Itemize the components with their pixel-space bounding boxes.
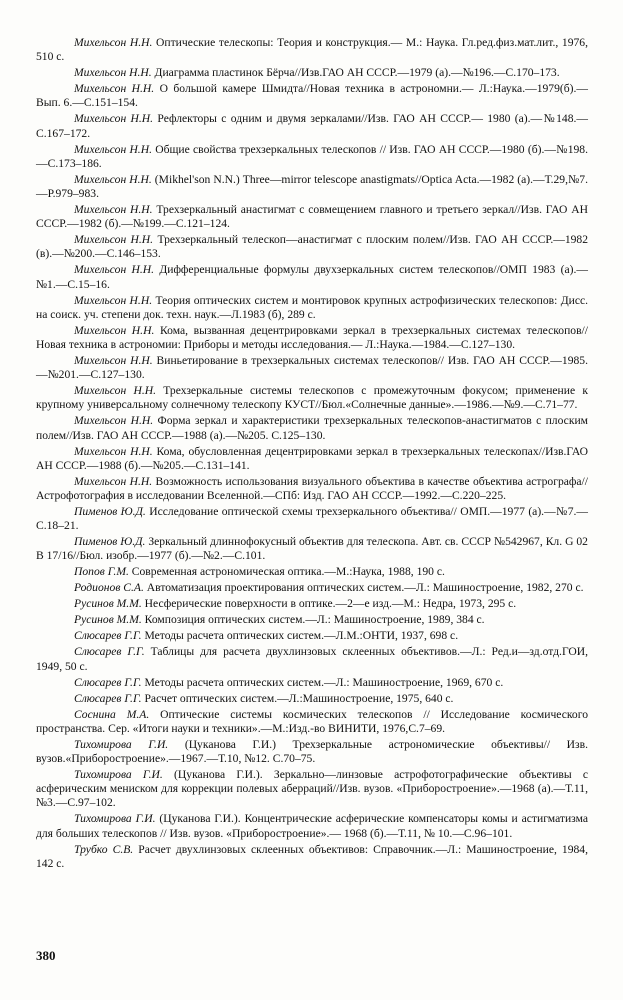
bibliography-list (36, 36, 588, 873)
reference-author: Русинов М.М. (74, 613, 142, 627)
reference-author: Михельсон Н.Н. (74, 474, 153, 488)
reference-text: Кома, вызванная децентрировками зеркал в трехзеркальных системах телескопов//Новая техника в астрономии: Приборы и методы исследования.— Л.:Наука.—1984.—С.127–130. (36, 323, 588, 352)
reference-text: О большой камере Шмидта//Новая техника в астрономни.— Л.:Наука.—1979(б).—Вып. 6.—С.151–154. (36, 82, 588, 110)
reference-author: Русинов М.М. (74, 597, 142, 611)
reference-text: Таблицы для расчета двухлинзовых склеенных объективов.—Л.: Ред.и—зд.отд.ГОИ, 1949, 50 с. (36, 645, 588, 673)
reference-entry (36, 173, 588, 201)
reference-entry (36, 354, 588, 382)
reference-author: Михельсон Н.Н. (74, 263, 155, 277)
reference-entry (36, 112, 588, 140)
reference-entry (36, 535, 588, 563)
reference-author: Михельсон Н.Н. (74, 323, 155, 337)
reference-author: Трубко С.В. (74, 842, 134, 856)
reference-entry (36, 36, 588, 64)
reference-entry (36, 812, 588, 840)
reference-text: Общие свойства трехзеркальных телескопов // Изв. ГАО АН СССР.—1980 (б).—№198.—С.173–186. (36, 142, 588, 170)
reference-author: Пименов Ю.Д. (74, 505, 146, 519)
reference-author: Слюсарев Г.Г. (74, 645, 145, 659)
reference-author: Михельсон Н.Н. (74, 112, 154, 126)
reference-author: Соснина М.А. (74, 707, 150, 721)
reference-text: (Цуканова Г.И.). Зеркально—линзовые астрофотографические объективы с асферическим мениском для коррекции полевых аберраций//Изв. вузов. «Приборостроение».—1968 (а).—Т.11, №3.—С.97–102. (36, 768, 589, 810)
reference-entry (36, 629, 588, 643)
reference-text: Трехзеркальный анастигмат с совмещением главного и третьего зеркал//Изв. ГАО АН СССР.—1982 (б).—№199.—С.121–124. (36, 203, 588, 231)
reference-text: Трехзеркальный телескоп—анастигмат с плоским полем//Изв. ГАО АН СССР.—1982 (в).—№200.—С.146–153. (36, 233, 589, 261)
reference-author: Михельсон Н.Н. (74, 293, 153, 307)
reference-entry (36, 82, 588, 110)
reference-author: Михельсон Н.Н. (74, 82, 155, 96)
reference-entry (36, 233, 588, 261)
reference-entry (36, 505, 588, 533)
reference-author: Михельсон Н.Н. (74, 354, 153, 368)
reference-text: Исследование оптической схемы трехзеркального объектива// ОМП.—1977 (а).—№7.—С.18–21. (36, 505, 588, 533)
reference-author: Михельсон Н.Н. (74, 233, 154, 247)
reference-text: (Mikhel'son N.N.) Three—mirror telescope anastigmats//Optica Acta.—1982 (а).—Т.29,№7.—Р.979–983. (36, 172, 588, 201)
reference-author: Михельсон Н.Н. (74, 203, 153, 217)
reference-text: Расчет двухлинзовых склеенных объективов: Справочник.—Л.: Машиностроение, 1984, 142 с. (36, 842, 588, 870)
reference-text: Расчет оптических систем.—Л.:Машиностроение, 1975, 640 с. (144, 691, 454, 705)
reference-entry (36, 143, 588, 171)
reference-author: Михельсон Н.Н. (74, 66, 152, 80)
reference-entry (36, 384, 588, 412)
reference-text: Виньетирование в трехзеркальных системах телескопов// Изв. ГАО АН СССР.—1985.—№201.—С.127–130. (36, 354, 588, 382)
reference-author: Михельсон Н.Н. (74, 414, 154, 428)
reference-author: Слюсарев Г.Г. (74, 675, 142, 689)
reference-text: Возможность использования визуального объектива в качестве объектива астрографа//Астрофотография в исследовании Вселенной.—СПб: Изд. ГАО АН СССР.—1992.—С.220–225. (36, 474, 589, 503)
reference-text: Несферические поверхности в оптике.—2—е изд.—М.: Недра, 1973, 295 с. (144, 597, 517, 611)
reference-text: Теория оптических систем и монтировок крупных астрофизических телескопов: Дисс. на соиск. уч. степени док. техн. наук.—Л.1983 (б), 289 с. (36, 293, 589, 321)
reference-entry (36, 294, 588, 322)
reference-text: Оптические системы космических телескопов // Исследование космического пространства. Сер. «Итоги науки и техники».—М.:Изд.-во ВИНИТИ, 1976,С.7–69. (36, 707, 588, 735)
reference-text: Композиция оптических систем.—Л.: Машиностроение, 1989, 384 с. (144, 613, 485, 627)
reference-entry (36, 708, 588, 736)
reference-text: Форма зеркал и характеристики трехзеркальных телескопов-анастигматов с плоским полем//Изв. ГАО АН СССР.—1988 (а).—№205. С.125–130. (36, 414, 588, 442)
reference-entry (36, 565, 588, 579)
reference-entry (36, 414, 588, 442)
reference-entry (36, 581, 588, 595)
reference-entry (36, 324, 588, 352)
reference-author: Родионов С.А. (74, 581, 144, 595)
reference-entry (36, 692, 588, 706)
reference-author: Михельсон Н.Н. (74, 172, 152, 186)
reference-author: Попов Г.М. (74, 565, 129, 579)
reference-text: Зеркальный длиннофокусный объектив для телескопа. Авт. св. СССР №542967, Кл. G 02 В 17/16//Бюл. изобр.—1977 (б).—№2.—С.101. (36, 535, 588, 563)
reference-entry (36, 203, 588, 231)
reference-text: Методы расчета оптических систем.—Л.М.:ОНТИ, 1937, 698 с. (144, 629, 459, 643)
reference-author: Слюсарев Г.Г. (74, 691, 142, 705)
reference-entry (36, 843, 588, 871)
reference-text: (Цуканова Г.И.). Концентрические асферические компенсаторы комы и астигматизма для больших телескопов // Изв. вузов. «Приборостроение».— 1968 (б).—Т.11, № 10.—С.96–101. (36, 812, 588, 840)
reference-author: Тихомирова Г.И. (74, 768, 163, 782)
reference-author: Тихомирова Г.И. (74, 812, 156, 826)
reference-text: Трехзеркальные системы телескопов с промежуточным фокусом; применение к крупному универсальному солнечному телескопу КУСТ//Бюл.«Солнечные данные».—1986.—№9.—С.71–77. (36, 384, 588, 412)
reference-author: Тихомирова Г.И. (74, 737, 169, 751)
reference-author: Михельсон Н.Н. (74, 36, 153, 49)
reference-text: Рефлекторы с одним и двумя зеркалами//Изв. ГАО АН СССР.— 1980 (а).—№148.—С.167–172. (36, 112, 588, 140)
reference-entry (36, 676, 588, 690)
reference-text: Кома, обусловленная децентрировками зеркал в трехзеркальных телескопах//Изв.ГАО АН СССР.—1988 (б).—№205.—С.131–141. (36, 444, 588, 472)
reference-text: Автоматизация проектирования оптических систем.—Л.: Машиностроение, 1982, 270 с. (146, 581, 584, 595)
reference-entry (36, 263, 588, 291)
reference-author: Пименов Ю.Д. (74, 535, 146, 549)
reference-author: Михельсон Н.Н. (74, 384, 156, 398)
reference-author: Михельсон Н.Н. (74, 444, 153, 458)
reference-text: Методы расчета оптических систем.—Л.: Машиностроение, 1969, 670 с. (144, 675, 504, 689)
reference-text: Оптические телескопы: Теория и конструкция.— М.: Наука. Гл.ред.физ.мат.лит., 1976, 510 с. (36, 36, 588, 64)
reference-text: Современная астрономическая оптика.—М.:Наука, 1988, 190 с. (131, 565, 445, 579)
reference-text: Диаграмма пластинок Бёрча//Изв.ГАО АН СССР.—1979 (а).—№196.—С.170–173. (154, 66, 560, 80)
reference-author: Слюсарев Г.Г. (74, 629, 142, 643)
reference-entry (36, 768, 588, 811)
reference-entry (36, 475, 588, 503)
reference-entry (36, 445, 588, 473)
reference-entry (36, 597, 588, 611)
reference-author: Михельсон Н.Н. (74, 142, 152, 156)
reference-text: Дифференциальные формулы двухзеркальных систем телескопов//ОМП 1983 (а).—№1.—С.15–16. (36, 263, 589, 291)
reference-entry (36, 738, 588, 766)
page-number: 380 (36, 948, 56, 963)
reference-entry (36, 66, 588, 80)
reference-entry (36, 645, 588, 673)
reference-entry (36, 613, 588, 627)
reference-text: (Цуканова Г.И.) Трехзеркальные астрономические объективы// Изв. вузов.«Приборостроение».—1967.—Т.10, №12. С.70–75. (36, 737, 589, 766)
